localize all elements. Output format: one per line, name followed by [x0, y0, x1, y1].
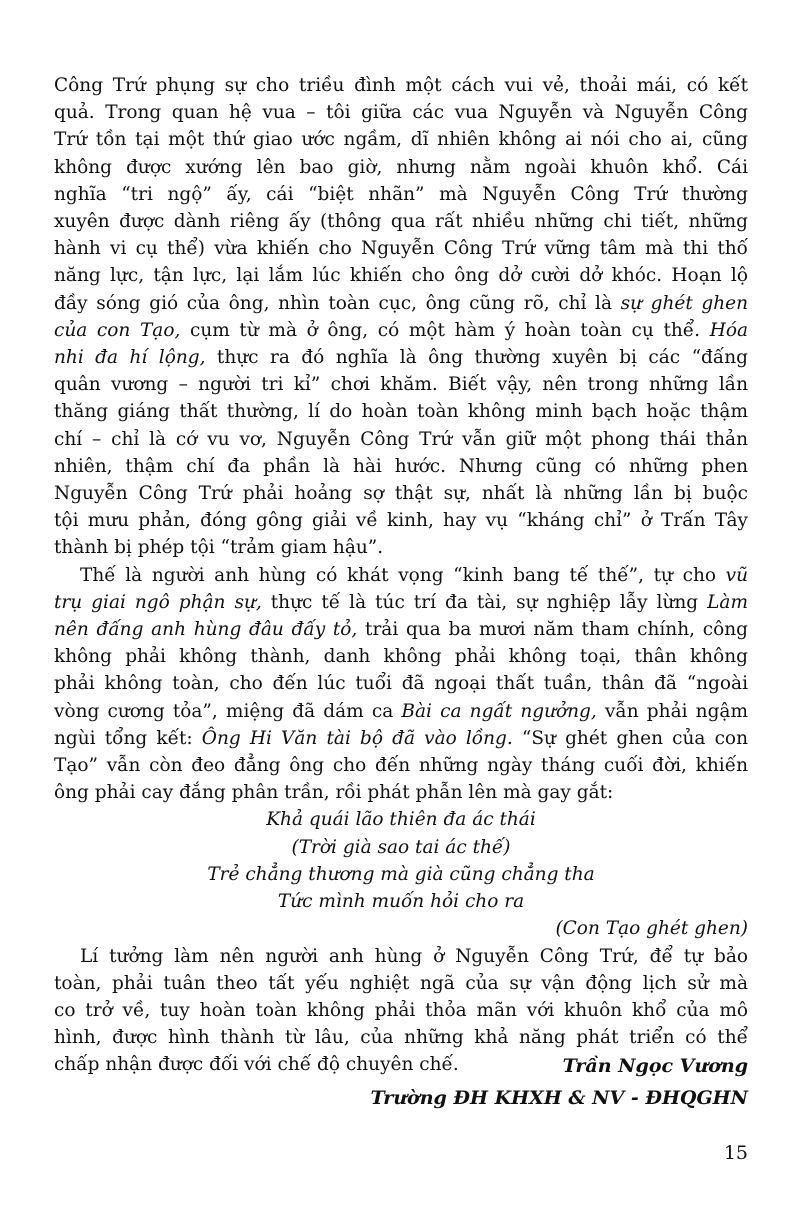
italic-text: Hóa [709, 319, 748, 341]
paragraph-main [54, 72, 748, 806]
author-affiliation: Trường ĐH KHXH & NV - ĐHQGHN [370, 1087, 748, 1109]
text-segment: thực tế là túc trí đa tài, sự nghiệp lẫy lừng [261, 591, 708, 613]
text-line [54, 616, 748, 643]
italic-text: Ông Hi Văn tài bộ đã vào lồng. [201, 727, 513, 749]
italic-text: trụ giai ngô phận sự, [54, 591, 262, 613]
italic-text: Làm [707, 591, 748, 613]
text-segment: vòng cương tỏa”, miệng đã dám ca [54, 700, 402, 722]
italic-text: nhi đa hí lộng, [54, 347, 206, 369]
poem-verse: Trẻ chẳng thương mà già cũng chẳng tha [207, 863, 595, 885]
text-segment: “Sự ghét ghen của con [512, 727, 748, 749]
article-body [54, 72, 748, 1079]
text-segment: trải qua ba mươi năm tham chính, công [357, 619, 748, 641]
text-line [54, 154, 748, 181]
text-line [54, 670, 748, 697]
text-segment: Lí tưởng làm nên người anh hùng ở Nguyễn Công Trứ, để tự bảo [80, 945, 748, 967]
text-segment: Tạo” vẫn còn đeo đẳng ông cho đến những ngày tháng cuối đời, khiến [54, 755, 748, 777]
poem-verse: (Trời già sao tai ác thế) [291, 836, 511, 858]
text-line [54, 317, 748, 344]
text-segment: co trở về, tuy hoàn toàn không phải thỏa mãn với khuôn khổ của mô [54, 999, 748, 1021]
text-segment: quả. Trong quan hệ vua – tôi giữa các vua Nguyễn và Nguyễn Công [54, 102, 748, 124]
italic-text: của con Tạo, [54, 319, 181, 341]
text-line [54, 72, 748, 99]
text-segment: ông phải cay đắng phân trần, rồi phát phẫn lên mà gay gắt: [54, 782, 614, 804]
poem-source: (Con Tạo ghét ghen) [555, 918, 748, 940]
text-line [54, 943, 748, 970]
text-line [54, 725, 748, 752]
text-segment: cụm từ mà ở ông, có một hàm ý hoàn toàn cụ thể. [180, 319, 710, 341]
text-line [54, 562, 748, 589]
poem-quote [54, 806, 748, 942]
text-line [54, 398, 748, 425]
text-line [54, 1024, 748, 1051]
text-segment: phải không toàn, cho đến lúc tuổi đã ngoại thất tuần, thân đã “ngoài [54, 673, 748, 695]
text-segment: ngùi tổng kết: [54, 727, 202, 749]
text-segment: tội mưu phản, đóng gông giải về kinh, hay vụ “kháng chỉ” ở Trấn Tây [54, 510, 748, 532]
text-line [54, 534, 748, 561]
italic-text: Bài ca ngất ngưởng, [401, 700, 597, 722]
text-segment: chấp nhận được đối với chế độ chuyên chế. [54, 1054, 459, 1076]
italic-text: sự ghét ghen [620, 292, 748, 314]
italic-text: vũ [725, 564, 748, 586]
text-line [54, 643, 748, 670]
text-segment: nghĩa “tri ngộ” ấy, cái “biệt nhãn” mà Nguyễn Công Trứ thường [54, 183, 748, 205]
text-line [54, 235, 748, 262]
text-segment: hình, được hình thành từ lâu, của những khả năng phát triển có thể [54, 1027, 748, 1049]
text-line [54, 208, 748, 235]
text-segment: toàn, phải tuân theo tất yếu nghiệt ngã của sự vận động lịch sử mà [54, 972, 748, 994]
poem-verse: Khả quái lão thiên đa ác thái [266, 809, 536, 831]
text-segment: năng lực, tận lực, lại lắm lúc khiến cho ông dở cười dở khóc. Hoạn lộ [54, 265, 748, 287]
text-line [54, 371, 748, 398]
text-line [54, 426, 748, 453]
text-segment: Nguyễn Công Trứ phải hoảng sợ thật sự, nhất là những lần bị buộc [54, 483, 748, 505]
text-segment: thực ra đó nghĩa là ông thường xuyên bị các “đấng [205, 347, 748, 369]
text-line [54, 290, 748, 317]
text-line [54, 997, 748, 1024]
text-line [54, 970, 748, 997]
text-line [54, 589, 748, 616]
text-segment: thành bị phép tội “trảm giam hậu”. [54, 537, 384, 559]
text-line [54, 507, 748, 534]
page-number: 15 [723, 1142, 748, 1164]
text-line [54, 453, 748, 480]
text-line [54, 262, 748, 289]
text-segment: Công Trứ phụng sự cho triều đình một cách vui vẻ, thoải mái, có kết [54, 75, 748, 96]
text-segment: chí – chỉ là cớ vu vơ, Nguyễn Công Trứ vẫn giữ một phong thái thản [54, 428, 748, 450]
text-segment: xuyên được dành riêng ấy (thông qua rất nhiều những chi tiết, những [54, 211, 748, 233]
author-name: Trần Ngọc Vương [562, 1055, 748, 1077]
text-segment: vẫn phải ngậm [596, 700, 749, 722]
text-segment: đầy sóng gió của ông, nhìn toàn cục, ông cũng rõ, chỉ là [54, 292, 621, 314]
text-line [54, 698, 748, 725]
text-segment: không được xướng lên bao giờ, nhưng nằm ngoài khuôn khổ. Cái [54, 156, 748, 178]
text-segment: Thế là người anh hùng có khát vọng “kinh bang tế thế”, tự cho [80, 564, 726, 586]
text-segment: hành vi cụ thể) vừa khiến cho Nguyễn Công Trứ vững tâm mà thi thố [54, 238, 748, 260]
text-segment: không phải không thành, danh không phải không toại, thân không [54, 646, 748, 668]
text-segment: thăng giáng thất thường, lí do hoàn toàn không minh bạch hoặc thậm [54, 401, 748, 423]
text-segment: Trứ tồn tại một thứ giao ước ngầm, dĩ nhiên không ai nói cho ai, cũng [54, 129, 748, 151]
italic-text: nên đấng anh hùng đâu đấy tỏ, [54, 619, 358, 641]
text-line [54, 99, 748, 126]
text-line [54, 752, 748, 779]
poem-verse: Tức mình muốn hỏi cho ra [277, 891, 525, 913]
text-line [54, 779, 748, 806]
text-line [54, 344, 748, 371]
text-segment: nhiên, thậm chí đa phần là hài hước. Nhưng cũng có những phen [54, 455, 748, 477]
text-line [54, 181, 748, 208]
text-line [54, 126, 748, 153]
text-segment: quân vương – người tri kỉ” chơi khăm. Biết vậy, nên trong những lần [54, 374, 748, 396]
text-line [54, 480, 748, 507]
